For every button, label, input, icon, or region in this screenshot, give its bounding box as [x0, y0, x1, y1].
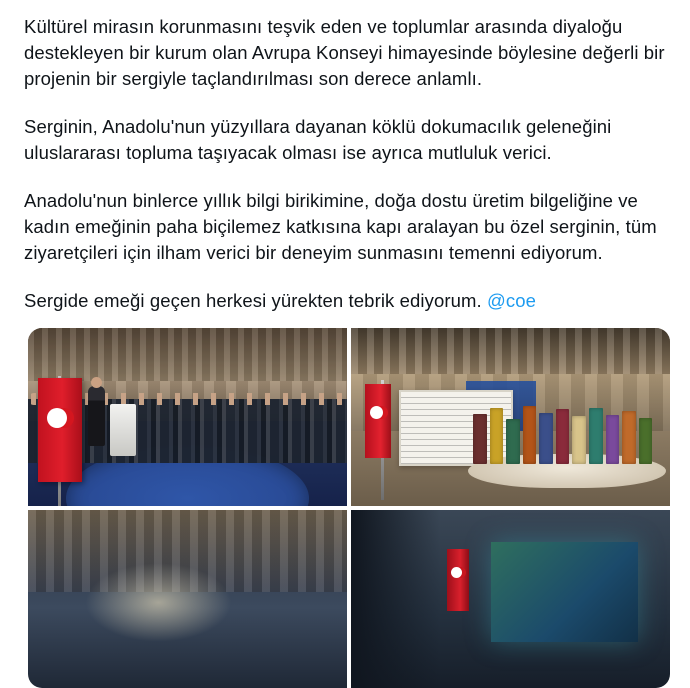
- textile-panel: [589, 408, 603, 464]
- textile-panel: [622, 411, 636, 464]
- textile-panel: [523, 406, 537, 464]
- crescent-shape: [370, 406, 383, 419]
- post-closing-text: Sergide emeği geçen herkesi yürekten tebrik ediyorum.: [24, 290, 487, 311]
- photo-exhibition-hall[interactable]: [351, 328, 670, 506]
- photo-ceremony-crowd[interactable]: [28, 328, 347, 506]
- shadow-overlay: [351, 510, 440, 688]
- mention-link[interactable]: @coe: [487, 290, 537, 311]
- textile-panel: [639, 418, 653, 464]
- post-paragraph-2: Serginin, Anadolu'nun yüzyıllara dayanan köklü dokumacılık geleneğini uluslararası topluma taşıyacak olması ise ayrıca mutluluk verici.: [24, 116, 612, 163]
- light-glow: [85, 563, 232, 641]
- textile-panels: [473, 406, 652, 464]
- textile-panel: [473, 414, 487, 464]
- stage-screen: [491, 542, 638, 642]
- crescent-shape: [47, 408, 67, 428]
- textile-panel: [572, 416, 586, 464]
- textile-panel: [506, 419, 520, 464]
- photo-stage-screen[interactable]: [351, 510, 670, 688]
- textile-panel: [556, 409, 570, 464]
- turkish-flag-icon: [38, 378, 82, 482]
- ceiling-decor: [351, 328, 670, 378]
- post-paragraph-1: Kültürel mirasın korunmasını teşvik eden ve toplumlar arasında diyaloğu destekleyen bir kurum olan Avrupa Konseyi himayesinde böylesine değerli bir projenin bir sergiyle taçlandırılması son derece anlamlı.: [24, 16, 665, 89]
- media-grid: [28, 328, 670, 688]
- podium: [110, 404, 136, 456]
- crescent-shape: [451, 567, 462, 578]
- post-paragraph-4: [24, 288, 666, 314]
- textile-panel: [539, 413, 553, 464]
- turkish-flag-icon: [447, 549, 469, 611]
- photo-hall-wide[interactable]: [28, 510, 347, 688]
- turkish-flag-icon: [365, 384, 391, 458]
- speaker-figure: [88, 386, 105, 446]
- post-text: [24, 14, 666, 314]
- textile-panel: [490, 408, 504, 464]
- post-paragraph-3: Anadolu'nun binlerce yıllık bilgi birikimine, doğa dostu üretim bilgeliğine ve kadın emeğinin paha biçilemez katkısına kapı aralayan bu özel serginin, tüm ziyaretçileri için ilham verici bir deneyim sunmasını temenni ediyorum.: [24, 190, 657, 263]
- textile-panel: [606, 415, 620, 464]
